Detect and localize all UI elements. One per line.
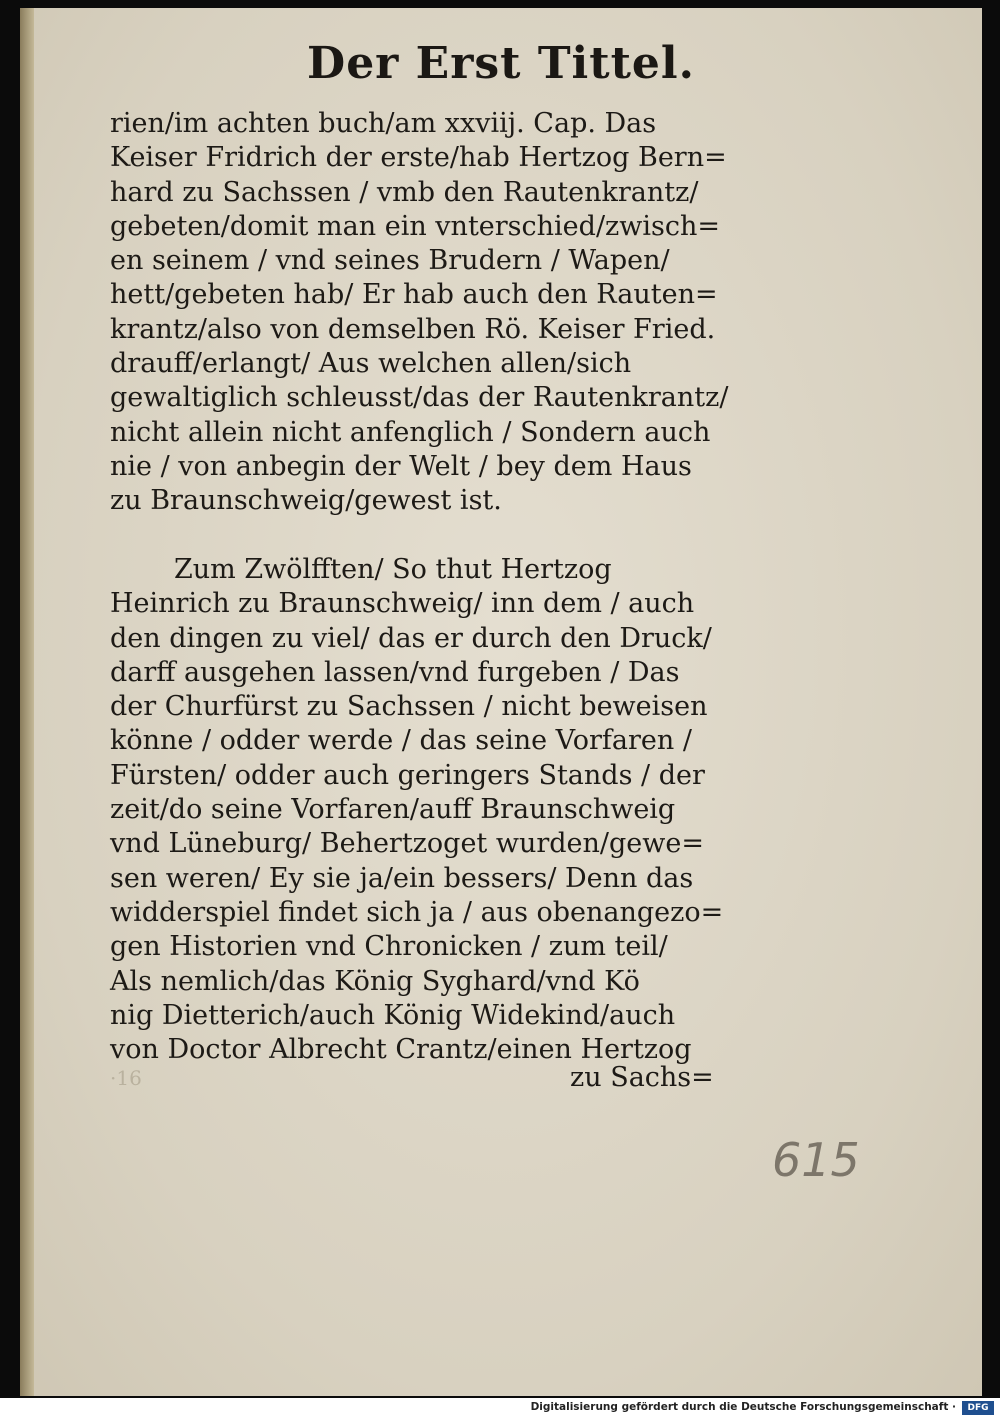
text-line: rien/im achten buch/am xxviij. Cap. Das: [110, 108, 657, 139]
text-line: von Doctor Albrecht Crantz/einen Hertzog: [110, 1034, 692, 1066]
catchword: zu Sachs=: [570, 1062, 714, 1093]
text-line: gen Historien vnd Chronicken / zum teil/: [110, 931, 668, 963]
text-line: hard zu Sachssen / vmb den Rautenkrantz/: [110, 176, 699, 208]
text-line: Zum Zwölfften/ So thut Hertzog: [174, 554, 612, 585]
pencil-folio-note: 615: [772, 1133, 860, 1187]
text-line: zeit/do seine Vorfaren/auff Braunschweig: [110, 794, 676, 826]
text-line: nie / von anbegin der Welt / bey dem Haus: [110, 450, 692, 482]
footer-bar: [0, 1398, 1000, 1420]
text-line: darff ausgehen lassen/vnd furgeben / Das: [110, 656, 680, 688]
text-line: krantz/also von demselben Rö. Keiser Fried.: [110, 313, 716, 345]
text-line: Keiser Fridrich der erste/hab Hertzog Bern=: [110, 142, 727, 174]
page-title: Der Erst Tittel.: [307, 38, 695, 89]
text-line: nicht allein nicht anfenglich / Sondern auch: [110, 416, 711, 448]
text-line: hett/gebeten hab/ Er hab auch den Rauten=: [110, 279, 718, 311]
funding-credit: Digitalisierung gefördert durch die Deutsche Forschungsgemeinschaft ·: [530, 1401, 956, 1413]
text-line: der Churfürst zu Sachssen / nicht beweisen: [110, 691, 708, 723]
paragraph-1: [110, 107, 750, 519]
show-through-mark: ·16: [110, 1066, 142, 1090]
binding-edge: [20, 8, 34, 1396]
text-line: gebeten/domit man ein vnterschied/zwisch=: [110, 210, 721, 242]
text-line: sen weren/ Ey sie ja/ein bessers/ Denn das: [110, 862, 694, 894]
dfg-logo-icon: DFG: [962, 1401, 994, 1415]
text-line: den dingen zu viel/ das er durch den Druck/: [110, 622, 712, 654]
text-line: könne / odder werde / das seine Vorfaren /: [110, 725, 692, 757]
text-line: zu Braunschweig/gewest ist.: [110, 485, 502, 517]
text-line: en seinem / vnd seines Brudern / Wapen/: [110, 245, 670, 277]
text-line: widderspiel findet sich ja / aus obenangezo=: [110, 896, 724, 928]
text-line: vnd Lüneburg/ Behertzoget wurden/gewe=: [110, 828, 704, 860]
book-page: [20, 8, 982, 1396]
text-line: Als nemlich/das König Syghard/vnd Kö: [110, 965, 640, 997]
text-line: nig Dietterich/auch König Widekind/auch: [110, 999, 676, 1031]
text-line: Fürsten/ odder auch geringers Stands / der: [110, 759, 705, 791]
text-line: drauff/erlangt/ Aus welchen allen/sich: [110, 348, 632, 380]
paragraph-2: [110, 553, 750, 1067]
text-line: gewaltiglich schleusst/das der Rautenkrantz/: [110, 382, 729, 414]
text-line: Heinrich zu Braunschweig/ inn dem / auch: [110, 588, 695, 620]
